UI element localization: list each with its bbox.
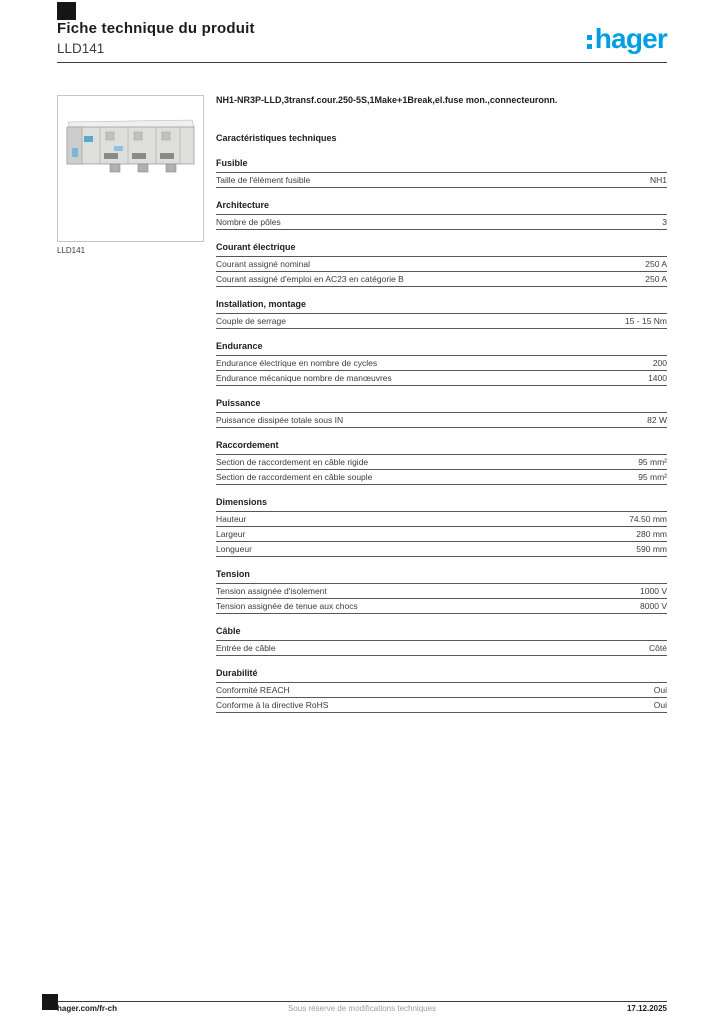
spec-section bbox=[216, 569, 667, 614]
spec-section bbox=[216, 242, 667, 287]
spec-label: Conformité REACH bbox=[216, 685, 290, 696]
section-rows bbox=[216, 511, 667, 557]
section-rows bbox=[216, 640, 667, 656]
spec-label: Tension assignée d'isolement bbox=[216, 586, 327, 597]
hager-colon-icon bbox=[587, 35, 592, 50]
spec-value: 280 mm bbox=[636, 529, 667, 540]
spec-label: Courant assigné nominal bbox=[216, 259, 311, 270]
section-rows bbox=[216, 412, 667, 428]
spec-row bbox=[216, 356, 667, 371]
spec-label: Largeur bbox=[216, 529, 246, 540]
spec-value: 250 A bbox=[645, 259, 667, 270]
spec-row bbox=[216, 314, 667, 329]
spec-value: 8000 V bbox=[640, 601, 667, 612]
spec-label: Courant assigné d'emploi en AC23 en catégorie B bbox=[216, 274, 404, 285]
section-title: Raccordement bbox=[216, 440, 279, 451]
page-corner-mark bbox=[57, 2, 76, 20]
spec-row bbox=[216, 527, 667, 542]
section-rows bbox=[216, 454, 667, 485]
spec-label: Couple de serrage bbox=[216, 316, 286, 327]
product-photo-drawing bbox=[58, 96, 201, 239]
section-title: Endurance bbox=[216, 341, 263, 352]
spec-section bbox=[216, 299, 667, 329]
spec-value: Côté bbox=[649, 643, 667, 654]
spec-row bbox=[216, 698, 667, 713]
spec-value: Oui bbox=[653, 685, 667, 696]
spec-row bbox=[216, 512, 667, 527]
spec-row bbox=[216, 542, 667, 557]
spec-section bbox=[216, 158, 667, 188]
spec-row bbox=[216, 413, 667, 428]
spec-label: Section de raccordement en câble rigide bbox=[216, 457, 369, 468]
product-reference: LLD141 bbox=[57, 41, 105, 56]
spec-sections bbox=[216, 158, 667, 713]
spec-row bbox=[216, 215, 667, 230]
spec-label: Longueur bbox=[216, 544, 252, 555]
logo-dot-icon bbox=[587, 44, 592, 49]
spec-row bbox=[216, 455, 667, 470]
spec-label: Nombre de pôles bbox=[216, 217, 281, 228]
section-rows bbox=[216, 583, 667, 614]
spec-row bbox=[216, 371, 667, 386]
spec-section bbox=[216, 200, 667, 230]
spec-value: 82 W bbox=[647, 415, 667, 426]
header-divider bbox=[57, 62, 667, 63]
spec-label: Puissance dissipée totale sous IN bbox=[216, 415, 344, 426]
spec-value: 1400 bbox=[648, 373, 667, 384]
section-title: Tension bbox=[216, 569, 250, 580]
spec-row bbox=[216, 173, 667, 188]
spec-section bbox=[216, 440, 667, 485]
section-title: Puissance bbox=[216, 398, 261, 409]
spec-content bbox=[216, 95, 667, 725]
section-rows bbox=[216, 214, 667, 230]
spec-row bbox=[216, 272, 667, 287]
logo-dot-icon bbox=[587, 35, 592, 40]
spec-value: 95 mm² bbox=[638, 457, 667, 468]
section-rows bbox=[216, 682, 667, 713]
spec-section bbox=[216, 341, 667, 386]
spec-value: 590 mm bbox=[636, 544, 667, 555]
section-title: Câble bbox=[216, 626, 241, 637]
section-rows bbox=[216, 172, 667, 188]
spec-row bbox=[216, 683, 667, 698]
section-rows bbox=[216, 355, 667, 386]
hager-logo-text: hager bbox=[594, 23, 667, 54]
footer-website: hager.com/fr-ch bbox=[57, 1004, 118, 1013]
spec-row bbox=[216, 584, 667, 599]
spec-section bbox=[216, 626, 667, 656]
product-name: NH1-NR3P-LLD,3transf.cour.250-5S,1Make+1Break,el.fuse mon.,connecteuronn. bbox=[216, 95, 558, 105]
spec-value: Oui bbox=[653, 700, 667, 711]
product-photo-caption: LLD141 bbox=[57, 246, 86, 255]
section-title: Architecture bbox=[216, 200, 270, 211]
spec-label: Tension assignée de tenue aux chocs bbox=[216, 601, 358, 612]
section-title: Courant électrique bbox=[216, 242, 296, 253]
section-rows bbox=[216, 256, 667, 287]
spec-row bbox=[216, 641, 667, 656]
spec-value: 95 mm² bbox=[638, 472, 667, 483]
spec-label: Conforme à la directive RoHS bbox=[216, 700, 329, 711]
spec-value: 250 A bbox=[645, 274, 667, 285]
section-title: Durabilité bbox=[216, 668, 258, 679]
spec-label: Section de raccordement en câble souple bbox=[216, 472, 373, 483]
footer-date: 17.12.2025 bbox=[626, 1004, 667, 1013]
spec-label: Taille de l'élément fusible bbox=[216, 175, 311, 186]
spec-row bbox=[216, 257, 667, 272]
section-title: Installation, montage bbox=[216, 299, 307, 310]
spec-value: 1000 V bbox=[640, 586, 667, 597]
product-photo bbox=[57, 95, 204, 242]
footer-divider bbox=[57, 1001, 667, 1002]
spec-label: Entrée de câble bbox=[216, 643, 276, 654]
spec-label: Hauteur bbox=[216, 514, 247, 525]
footer-disclaimer: Sous réserve de modifications techniques bbox=[287, 1004, 437, 1013]
section-rows bbox=[216, 313, 667, 329]
section-title: Fusible bbox=[216, 158, 248, 169]
spec-label: Endurance mécanique nombre de manœuvres bbox=[216, 373, 392, 384]
hager-logo bbox=[587, 23, 667, 54]
spec-row bbox=[216, 470, 667, 485]
spec-row bbox=[216, 599, 667, 614]
spec-section bbox=[216, 497, 667, 557]
spec-value: 200 bbox=[652, 358, 667, 369]
page-title: Fiche technique du produit bbox=[57, 20, 255, 37]
characteristics-heading: Caractéristiques techniques bbox=[216, 133, 337, 144]
spec-value: 74.50 mm bbox=[629, 514, 667, 525]
spec-label: Endurance électrique en nombre de cycles bbox=[216, 358, 378, 369]
spec-value: NH1 bbox=[649, 175, 667, 186]
spec-value: 15 - 15 Nm bbox=[624, 316, 667, 327]
spec-value: 3 bbox=[662, 217, 667, 228]
section-title: Dimensions bbox=[216, 497, 268, 508]
spec-section bbox=[216, 668, 667, 713]
spec-section bbox=[216, 398, 667, 428]
